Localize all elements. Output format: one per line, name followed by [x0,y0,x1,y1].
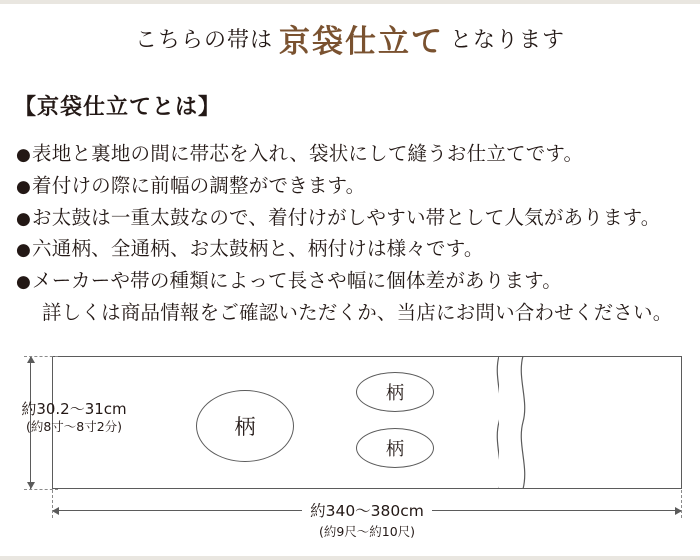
title-tail: となります [450,28,566,53]
pattern-medium-top: 柄 [356,372,434,412]
height-tick-top [24,356,58,357]
width-label-sub: (約9尺〜約10尺) [318,524,416,539]
break-line-right-icon [516,356,518,489]
list-item [16,170,684,202]
bullet-marker-icon: ● [16,208,32,229]
sub-note: 詳しくは商品情報をご確認いただくか、当店にお問い合わせください。 [42,300,673,324]
obi-diagram [0,344,700,559]
height-label-sub: (約8寸〜8寸2分) [25,419,123,435]
width-label [52,499,682,521]
list-item-label: メーカーや帯の種類によって長さや幅に個体差があります。 [32,269,562,293]
bullet-marker-icon: ● [16,176,32,197]
list-item [16,202,684,234]
list-item-label: 表地と裏地の間に帯芯を入れ、袋状にして縫うお仕立てです。 [32,142,584,165]
title-lead: こちらの帯は [134,28,273,53]
break-line-left-icon [492,356,494,489]
list-item [16,233,684,265]
bullet-marker-icon: ● [16,240,32,261]
break-gap [499,357,516,488]
bullet-list [16,138,684,329]
width-label-main: 約340〜380cm [302,499,432,521]
list-item-label: 着付けの際に前幅の調整ができます。 [32,173,366,197]
page-title [0,16,700,61]
obi-body [52,356,682,489]
list-item [16,138,684,170]
pattern-medium-bottom: 柄 [356,428,434,468]
pattern-large: 柄 [196,390,294,462]
list-item-label: 六通柄、全通柄、お太鼓柄と、柄付けは様々です。 [32,237,484,261]
list-item [16,265,684,297]
height-label-main: 約30.2〜31cm [21,400,127,418]
bullet-marker-icon: ● [16,272,32,293]
list-item-label: お太鼓は一重太鼓なので、着付けがしやすい帯として人気があります。 [32,205,661,229]
section-heading: 【京袋仕立てとは】 [14,95,222,120]
height-label [6,399,142,436]
title-highlight: 京袋仕立て [279,24,444,60]
bullet-marker-icon: ● [16,145,32,165]
